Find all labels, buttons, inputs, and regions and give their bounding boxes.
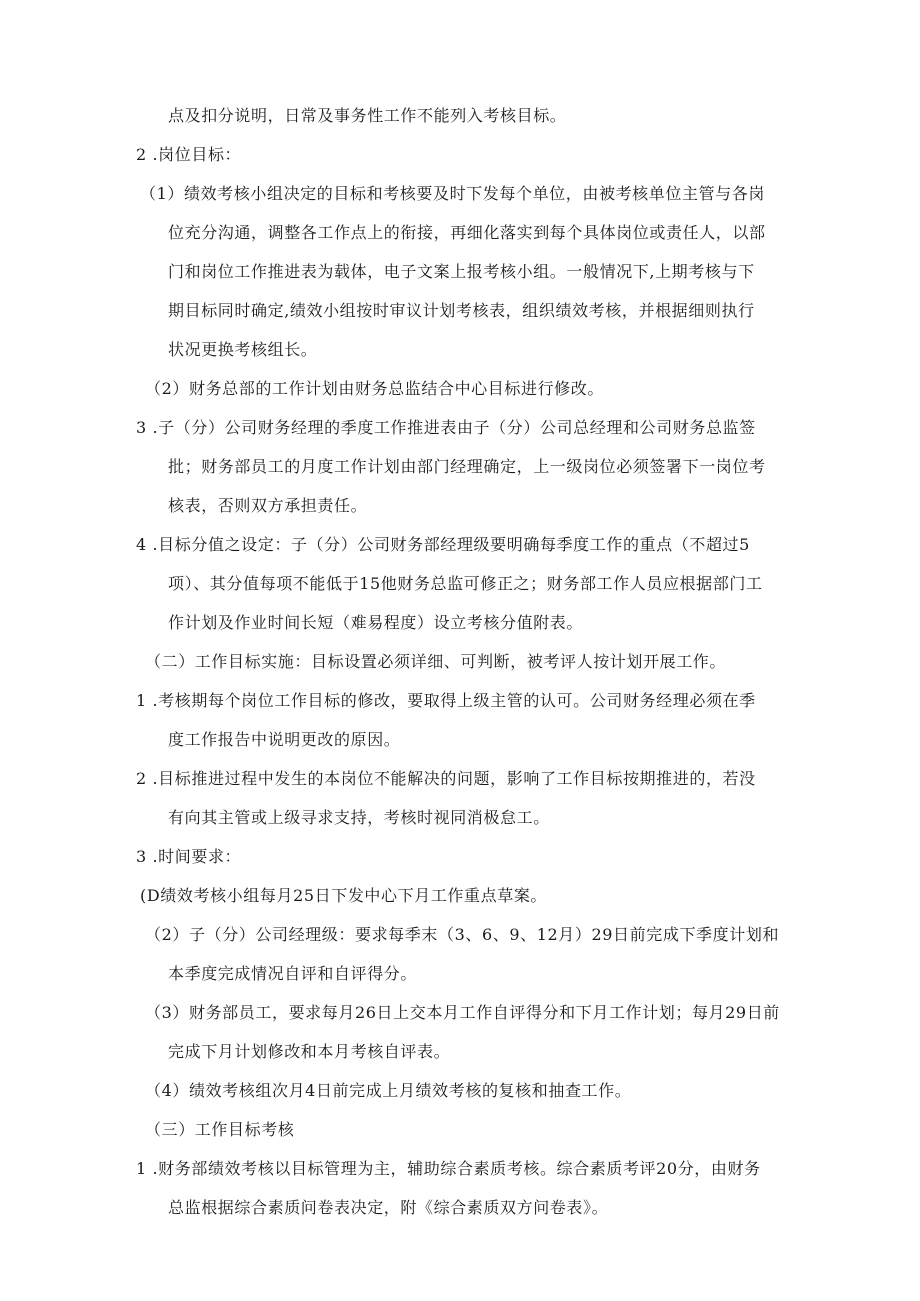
- text-line: （1）绩效考核小组决定的目标和考核要及时下发每个单位，由被考核单位主管与各岗: [140, 184, 765, 203]
- text-line: 本季度完成情况自评和自评得分。: [168, 964, 418, 983]
- text-line: 2 .目标推进过程中发生的本岗位不能解决的问题，影响了工作目标按期推进的，若没: [136, 769, 756, 788]
- text-line: 项）、其分值每项不能低于15他财务总监可修正之；财务部工作人员应根据部门工: [168, 574, 763, 593]
- text-line: （三）工作目标考核: [145, 1120, 295, 1139]
- text-line: 位充分沟通，调整各工作点上的衔接，再细化落实到每个具体岗位或责任人，以部: [168, 223, 766, 242]
- text-line: 有向其主管或上级寻求支持，考核时视同消极怠工。: [168, 808, 550, 827]
- text-line: 4 .目标分值之设定：子（分）公司财务部经理级要明确每季度工作的重点（不超过5: [136, 535, 750, 554]
- text-line: 状况更换考核组长。: [168, 340, 318, 359]
- text-line: 1 .财务部绩效考核以目标管理为主，辅助综合素质考核。综合素质考评20分，由财务: [136, 1159, 761, 1178]
- text-line: 完成下月计划修改和本月考核自评表。: [168, 1042, 451, 1061]
- text-line: (D绩效考核小组每月25日下发中心下月工作重点草案。: [140, 886, 548, 905]
- text-line: 3 .时间要求：: [136, 847, 242, 866]
- text-line: （3）财务部员工，要求每月26日上交本月工作自评得分和下月工作计划；每月29日前: [145, 1003, 780, 1022]
- text-line: 门和岗位工作推进表为载体，电子文案上报考核小组。一般情况下,上期考核与下: [168, 262, 755, 281]
- text-line: （2）子（分）公司经理级：要求每季末（3、6、9、12月）29日前完成下季度计划和: [145, 925, 780, 944]
- text-line: （2）财务总部的工作计划由财务总监结合中心目标进行修改。: [145, 379, 604, 398]
- text-line: 2 .岗位目标：: [136, 145, 242, 164]
- text-line: 作计划及作业时间长短（难易程度）设立考核分值附表。: [168, 613, 584, 632]
- text-line: （二）工作目标实施：目标设置必须详细、可判断，被考评人按计划开展工作。: [145, 652, 727, 671]
- text-line: 核表，否则双方承担责任。: [168, 496, 368, 515]
- text-line: 度工作报告中说明更改的原因。: [168, 730, 401, 749]
- text-line: 批；财务部员工的月度工作计划由部门经理确定，上一级岗位必须签署下一岗位考: [168, 457, 766, 476]
- text-line: 1 .考核期每个岗位工作目标的修改，要取得上级主管的认可。公司财务经理必须在季: [136, 691, 756, 710]
- text-line: 总监根据综合素质问卷表决定，附《综合素质双方问卷表》。: [168, 1198, 609, 1217]
- text-line: 期目标同时确定,绩效小组按时审议计划考核表，组织绩效考核，并根据细则执行: [168, 301, 755, 320]
- text-line: 点及扣分说明，日常及事务性工作不能列入考核目标。: [168, 106, 567, 125]
- text-line: 3 .子（分）公司财务经理的季度工作推进表由子（分）公司总经理和公司财务总监签: [136, 418, 756, 437]
- text-line: （4）绩效考核组次月4日前完成上月绩效考核的复核和抽查工作。: [145, 1081, 632, 1100]
